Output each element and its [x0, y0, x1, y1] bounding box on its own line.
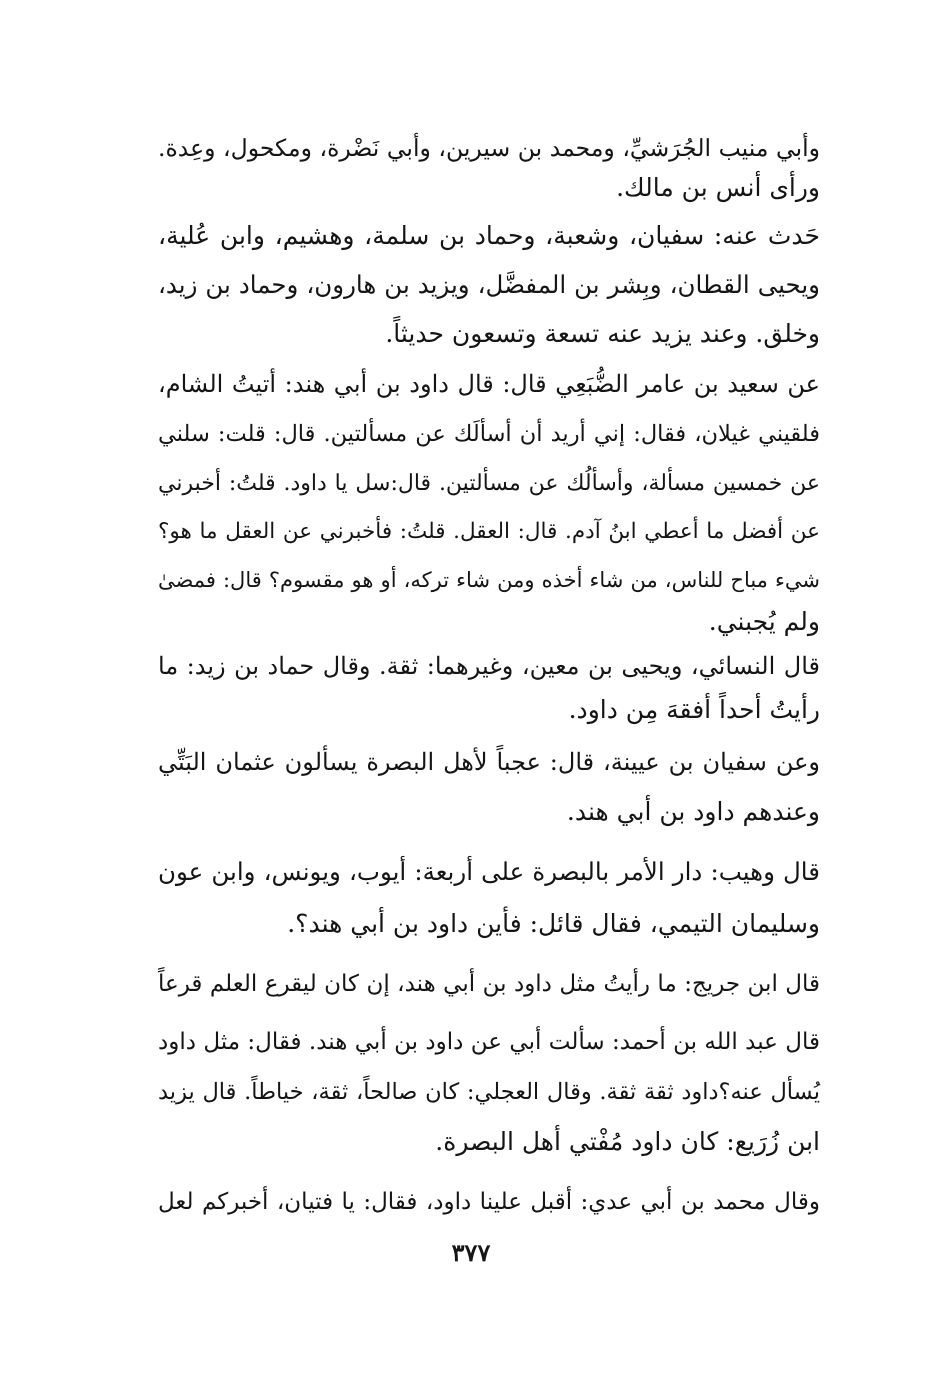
text-line: يُسأل عنه؟داود ثقة ثقة. وقال العجلي: كان صالحاً، ثقة، خياطاً. قال يزيد [158, 1079, 820, 1105]
page-number: ٣٧٧ [451, 1238, 491, 1267]
text-line: ويحيى القطان، وبِشر بن المفضَّل، ويزيد بن هارون، وحماد بن زيد، [158, 270, 820, 299]
text-line: شيء مباح للناس، من شاء أخذه ومن شاء تركه، أو هو مقسوم؟ قال: فمضىٰ [158, 568, 820, 592]
text-line: وأبي منيب الجُرَشيِّ، ومحمد بن سيرين، وأبي نَضْرة، ومكحول، وعِدة. [158, 134, 820, 162]
text-line: ولم يُجبني. [708, 607, 820, 636]
text-line: وعندهم داود بن أبي هند. [566, 797, 820, 826]
text-line: قال ابن جريج: ما رأيتُ مثل داود بن أبي هند، إن كان ليقرع العلم قرعاً [158, 971, 820, 997]
text-line: فلقيني غيلان، فقال: إني أريد أن أسألَك عن مسألتين. قال: قلت: سلني [158, 421, 820, 447]
text-line: قال وهيب: دار الأمر بالبصرة على أربعة: أيوب، ويونس، وابن عون [158, 857, 820, 886]
text-line: حَدث عنه: سفيان، وشعبة، وحماد بن سلمة، وهشيم، وابن عُلية، [158, 221, 820, 250]
text-line: عن سعيد بن عامر الضُّبَعِي قال: قال داود بن أبي هند: أتيتُ الشام، [158, 370, 820, 398]
text-line: ورأى أنس بن مالك. [616, 173, 820, 202]
text-line: ابن زُرَيع: كان داود مُفْتي أهل البصرة. [435, 1127, 820, 1156]
text-line: وسليمان التيمي، فقال قائل: فأين داود بن أبي هند؟. [287, 909, 820, 938]
text-line: عن أفضل ما أعطي ابنُ آدم. قال: العقل. قلتُ: فأخبرني عن العقل ما هو؟ [158, 519, 820, 544]
text-line: قال عبد الله بن أحمد: سألت أبي عن داود بن أبي هند. فقال: مثل داود [158, 1029, 820, 1055]
text-line: عن خمسين مسألة، وأسألُك عن مسألتين. قال:سل يا داود. قلتُ: أخبرني [158, 471, 820, 496]
text-line: وعن سفيان بن عيينة، قال: عجباً لأهل البصرة يسألون عثمان البَتِّي [158, 748, 820, 776]
text-line: وخلق. وعند يزيد عنه تسعة وتسعون حديثاً. [385, 319, 820, 348]
text-line: وقال محمد بن أبي عدي: أقبل علينا داود، فقال: يا فتيان، أخبركم لعل [158, 1189, 820, 1215]
text-line: قال النسائي، ويحيى بن معين، وغيرهما: ثقة. وقال حماد بن زيد: ما [158, 652, 820, 680]
text-line: رأيتُ أحداً أفقهَ مِن داود. [568, 695, 820, 724]
